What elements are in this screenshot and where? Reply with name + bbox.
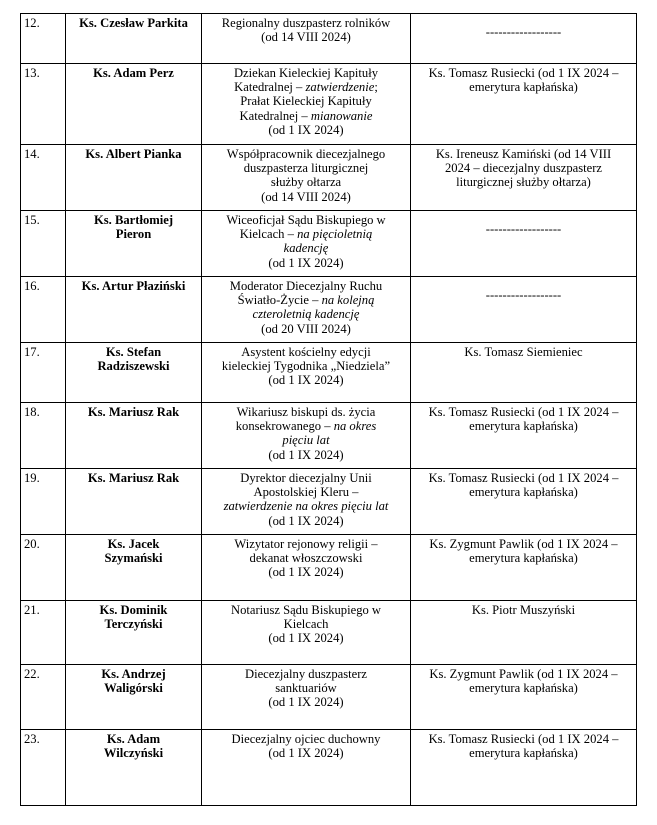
function-line [205,190,407,204]
function-line [205,123,407,137]
function-line [205,732,407,746]
function-text: (od 1 IX 2024) [268,631,344,646]
function-line [205,147,407,161]
row-number: 21. [21,601,66,665]
previous-holder-line: ------------------ [485,25,562,39]
function-text: Apostolskiej Kleru – [253,485,359,500]
priest-name-line: Pieron [115,227,152,242]
priest-name [66,403,202,469]
previous-holder-line: ------------------ [485,222,562,236]
table-row [21,601,637,665]
function-line [205,373,407,387]
function-line [205,551,407,565]
function-text: duszpasterza liturgicznej [243,161,369,176]
function-text: Notariusz Sądu Biskupiego w [230,603,382,617]
function-text: (od 1 IX 2024) [268,565,344,580]
function-line [205,227,407,241]
priest-name [66,277,202,343]
previous-holder [411,14,637,64]
priest-name-line: Wilczyński [103,746,164,761]
function-text: (od 20 VIII 2024) [261,321,351,336]
function-line [205,322,407,336]
function-text: (od 1 IX 2024) [268,746,344,761]
previous-holder-line: emerytura kapłańska) [469,681,578,696]
function-line [205,565,407,579]
appointments-table [20,13,637,806]
function-line [205,485,407,499]
function-line [205,161,407,175]
function-line [205,66,407,80]
priest-name-line: Terczyński [104,617,163,632]
priest-name-line: Ks. Adam [106,732,161,746]
function-line [205,175,407,189]
row-number: 23. [21,730,66,806]
appointment-function [202,14,411,64]
function-text: Wikariusz biskupi ds. życia [236,405,376,419]
row-number: 13. [21,64,66,145]
function-line [205,345,407,359]
priest-name-line: Ks. Adam Perz [93,66,174,80]
row-number: 16. [21,277,66,343]
table-row [21,145,637,211]
function-note: kadencję [283,241,329,256]
function-text: (od 1 IX 2024) [268,513,344,528]
function-text: Diecezjalny duszpasterz [244,667,368,681]
priest-name-line: Ks. Dominik [99,603,168,617]
priest-name-line: Ks. Andrzej [101,667,166,681]
appointment-function [202,277,411,343]
function-text: ; [374,80,378,95]
priest-name [66,14,202,64]
priest-name [66,535,202,601]
function-line [205,667,407,681]
function-text: (od 1 IX 2024) [268,695,344,710]
row-number: 20. [21,535,66,601]
function-text: Asystent kościelny edycji [241,345,371,359]
function-text: (od 1 IX 2024) [268,255,344,270]
function-line [205,617,407,631]
appointments-table-body [21,14,637,806]
appointment-function [202,64,411,145]
function-note: zatwierdzenie na okres pięciu lat [223,499,389,514]
appointment-function [202,403,411,469]
previous-holder-line: 2024 – diecezjalny duszpasterz [444,161,602,176]
function-text: Współpracownik diecezjalnego [226,147,386,161]
previous-holder [411,469,637,535]
table-row [21,403,637,469]
function-text: Moderator Diecezjalny Ruchu [229,279,383,293]
function-text: dekanat włoszczowski [249,551,363,566]
previous-holder-line: ------------------ [485,288,562,302]
function-note: zatwierdzenie [305,80,375,95]
table-row [21,535,637,601]
function-line [205,359,407,373]
priest-name [66,730,202,806]
row-number: 22. [21,665,66,730]
table-row [21,665,637,730]
priest-name-line: Ks. Mariusz Rak [87,405,180,419]
priest-name-line: Szymański [104,551,163,566]
previous-holder [411,601,637,665]
function-line [205,448,407,462]
previous-holder-line: emerytura kapłańska) [469,551,578,566]
previous-holder [411,211,637,277]
function-text: (od 14 VIII 2024) [261,30,351,45]
function-line [205,16,407,30]
function-text: Prałat Kieleckiej Kapituły [240,94,372,109]
function-text: kieleckiej Tygodnika „Niedziela” [221,359,391,374]
function-text: sanktuariów [275,681,337,696]
function-note: na okres [333,419,377,434]
function-line [205,746,407,760]
previous-holder-line: Ks. Tomasz Rusiecki (od 1 IX 2024 – [428,471,619,485]
priest-name [66,665,202,730]
table-row [21,343,637,403]
priest-name-line: Ks. Czesław Parkita [79,16,188,30]
previous-holder [411,665,637,730]
priest-name-line: Radziszewski [97,359,170,374]
function-text: (od 1 IX 2024) [268,373,344,388]
function-line [205,514,407,528]
function-text: konsekrowanego – [235,419,334,434]
function-text: Kielcach [283,617,329,632]
priest-name-line: Ks. Stefan [105,345,162,359]
function-line [205,279,407,293]
previous-holder-line: emerytura kapłańska) [469,80,578,95]
priest-name-line: Ks. Jacek [107,537,160,551]
previous-holder [411,730,637,806]
function-text: Regionalny duszpasterz rolników [221,16,391,30]
function-note: czteroletnią kadencję [252,307,360,322]
function-note: mianowanie [310,108,373,123]
priest-name-line: Waligórski [104,681,163,696]
function-line [205,695,407,709]
priest-name [66,469,202,535]
function-line [205,256,407,270]
function-text: Kielcach – [239,227,298,242]
row-number: 19. [21,469,66,535]
row-number: 18. [21,403,66,469]
function-line [205,213,407,227]
function-line [205,30,407,44]
table-row [21,469,637,535]
function-line [205,471,407,485]
priest-name [66,343,202,403]
function-line [205,603,407,617]
previous-holder [411,403,637,469]
function-note: na kolejną [321,293,375,308]
function-text: Katedralnej – [239,108,311,123]
previous-holder-line: Ks. Zygmunt Pawlik (od 1 IX 2024 – [429,537,618,551]
function-line [205,241,407,255]
previous-holder-line: Ks. Tomasz Siemieniec [464,345,583,359]
function-line [205,307,407,321]
function-line [205,681,407,695]
row-number: 15. [21,211,66,277]
table-row [21,730,637,806]
priest-name [66,211,202,277]
function-line [205,293,407,307]
function-text: Dziekan Kieleckiej Kapituły [233,66,379,80]
function-line [205,631,407,645]
function-text: służby ołtarza [270,175,342,190]
previous-holder [411,145,637,211]
previous-holder-line: emerytura kapłańska) [469,746,578,761]
table-row [21,64,637,145]
priest-name-line: Ks. Bartłomiej [93,213,174,227]
priest-name-line: Ks. Artur Płaziński [81,279,186,293]
function-line [205,499,407,513]
appointment-function [202,469,411,535]
function-line [205,94,407,108]
appointment-function [202,211,411,277]
previous-holder-line: emerytura kapłańska) [469,485,578,500]
appointment-function [202,535,411,601]
function-text: (od 1 IX 2024) [268,122,344,137]
previous-holder-line: Ks. Zygmunt Pawlik (od 1 IX 2024 – [429,667,618,681]
function-line [205,109,407,123]
function-text: Diecezjalny ojciec duchowny [231,732,381,746]
table-row [21,211,637,277]
priest-name [66,145,202,211]
previous-holder [411,535,637,601]
function-note: pięciu lat [282,433,330,448]
priest-name [66,601,202,665]
previous-holder [411,343,637,403]
table-row [21,277,637,343]
row-number: 14. [21,145,66,211]
previous-holder [411,277,637,343]
table-row [21,14,637,64]
previous-holder-line: emerytura kapłańska) [469,419,578,434]
previous-holder-line: Ks. Tomasz Rusiecki (od 1 IX 2024 – [428,732,619,746]
function-text: Wizytator rejonowy religii – [234,537,378,551]
function-text: Wiceoficjał Sądu Biskupiego w [226,213,386,227]
function-text: Światło-Życie – [237,293,322,308]
function-line [205,405,407,419]
appointment-function [202,145,411,211]
row-number: 17. [21,343,66,403]
previous-holder-line: Ks. Ireneusz Kamiński (od 14 VIII [435,147,612,161]
priest-name-line: Ks. Albert Pianka [85,147,182,161]
row-number: 12. [21,14,66,64]
function-text: (od 14 VIII 2024) [261,189,351,204]
appointment-function [202,601,411,665]
previous-holder-line: Ks. Piotr Muszyński [471,603,576,617]
function-line [205,80,407,94]
priest-name [66,64,202,145]
previous-holder-line: liturgicznej służby ołtarza) [456,175,591,190]
function-text: (od 1 IX 2024) [268,447,344,462]
function-text: Dyrektor diecezjalny Unii [240,471,372,485]
priest-name-line: Ks. Mariusz Rak [87,471,180,485]
function-line [205,537,407,551]
appointment-function [202,730,411,806]
function-line [205,433,407,447]
previous-holder [411,64,637,145]
appointment-function [202,343,411,403]
function-line [205,419,407,433]
function-text: Katedralnej – [234,80,306,95]
previous-holder-line: Ks. Tomasz Rusiecki (od 1 IX 2024 – [428,405,619,419]
function-note: na pięcioletnią [297,227,373,242]
appointment-function [202,665,411,730]
previous-holder-line: Ks. Tomasz Rusiecki (od 1 IX 2024 – [428,66,619,80]
